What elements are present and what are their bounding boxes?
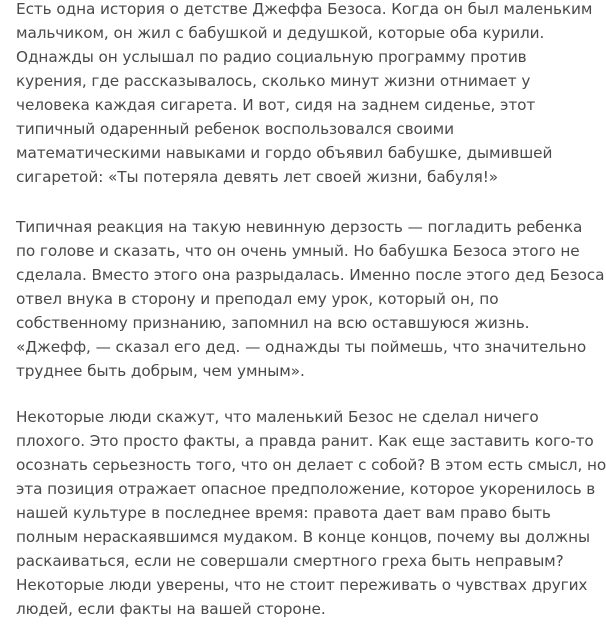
paragraph-line: плохого. Это просто факты, а правда ранит. Как еще заставить кого-то: [16, 432, 594, 450]
paragraph-line: Некоторые люди уверены, что не стоит переживать о чувствах других: [16, 576, 588, 594]
paragraph-2: [16, 215, 605, 383]
paragraph-3: [16, 405, 606, 621]
paragraph-line: человека каждая сигарета. И вот, сидя на заднем сиденье, этот: [16, 96, 536, 114]
paragraph-line: по голове и сказать, что он очень умный. Но бабушка Безоса этого не: [16, 242, 580, 260]
paragraph-line: Некоторые люди скажут, что маленький Безос не сделал ничего: [16, 408, 539, 426]
paragraph-line: типичный одаренный ребенок воспользовался своими: [16, 120, 454, 138]
paragraph-line: собственному признанию, запомнил на всю оставшуюся жизнь.: [16, 314, 530, 332]
paragraph-line: нашей культуре в последнее время: правота дает вам право быть: [16, 504, 551, 522]
paragraph-line: курения, где рассказывалось, сколько минут жизни отнимает у: [16, 72, 531, 90]
paragraph-line: эта позиция отражает опасное предположение, которое укоренилось в: [16, 480, 596, 498]
paragraph-line: математическими навыками и гордо объявил бабушке, дымившей: [16, 144, 553, 162]
paragraph-line: полным нераскаявшимся мудаком. В конце концов, почему вы должны: [16, 528, 590, 546]
paragraph-line: мальчиком, он жил с бабушкой и дедушкой, которые оба курили.: [16, 24, 545, 42]
paragraph-line: сделала. Вместо этого она разрыдалась. Именно после этого дед Безоса: [16, 266, 605, 284]
paragraph-line: Типичная реакция на такую невинную дерзость — погладить ребенка: [16, 218, 583, 236]
paragraph-line: сигаретой: «Ты потеряла девять лет своей жизни, бабуля!»: [16, 168, 499, 186]
paragraph-line: труднее быть добрым, чем умным».: [16, 362, 305, 380]
paragraph-line: отвел внука в сторону и преподал ему урок, который он, по: [16, 290, 499, 308]
paragraph-1: [16, 0, 593, 189]
paragraph-line: людей, если факты на вашей стороне.: [16, 600, 326, 618]
paragraph-line: Есть одна история о детстве Джеффа Безоса. Когда он был маленьким: [16, 0, 593, 18]
paragraph-line: раскаиваться, если не совершали смертного греха быть неправым?: [16, 552, 564, 570]
paragraph-line: осознать серьезность того, что он делает с собой? В этом есть смысл, но: [16, 456, 606, 474]
paragraph-line: «Джефф, — сказал его дед. — однажды ты поймешь, что значительно: [16, 338, 587, 356]
paragraph-line: Однажды он услышал по радио социальную программу против: [16, 48, 527, 66]
